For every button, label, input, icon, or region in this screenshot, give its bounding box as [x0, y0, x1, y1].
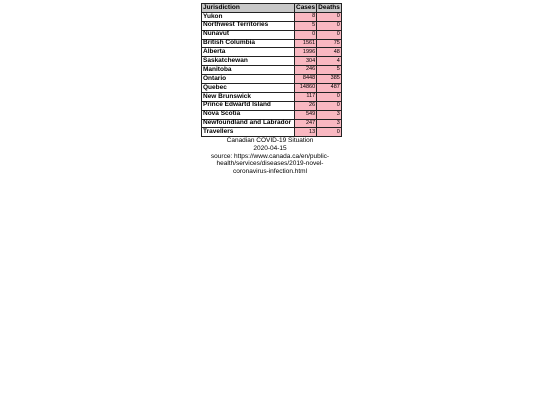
- cell-cases: 117: [295, 92, 317, 101]
- cell-jurisdiction: New Brunswick: [202, 92, 295, 101]
- cell-jurisdiction: Northwest Territories: [202, 21, 295, 30]
- cell-cases: 8448: [295, 75, 317, 84]
- cell-deaths: 0: [317, 21, 342, 30]
- covid-table-container: [201, 3, 342, 137]
- table-row: [202, 48, 342, 57]
- table-row: [202, 57, 342, 66]
- table-row: [202, 39, 342, 48]
- table-body: [202, 12, 342, 136]
- header-jurisdiction: Jurisdiction: [202, 4, 295, 13]
- table-row: [202, 21, 342, 30]
- caption-title: Canadian COVID-19 Situation: [226, 137, 314, 144]
- cell-cases: 1561: [295, 39, 317, 48]
- caption-source: source: https://www.canada.ca/en/public-health/services/diseases/2019-novel-coronavirus-infection.html: [210, 152, 330, 176]
- cell-deaths: 0: [317, 92, 342, 101]
- cell-cases: 304: [295, 57, 317, 66]
- cell-cases: 246: [295, 66, 317, 75]
- table-row: [202, 75, 342, 84]
- table-row: [202, 92, 342, 101]
- cell-deaths: 0: [317, 128, 342, 137]
- table-row: [202, 110, 342, 119]
- cell-cases: 8: [295, 12, 317, 21]
- cell-cases: 14860: [295, 84, 317, 93]
- table-row: [202, 12, 342, 21]
- cell-jurisdiction: Prince Edwartd Island: [202, 101, 295, 110]
- cell-deaths: 385: [317, 75, 342, 84]
- table-caption: [201, 137, 339, 176]
- cell-deaths: 75: [317, 39, 342, 48]
- cell-jurisdiction: Travellers: [202, 128, 295, 137]
- cell-deaths: 48: [317, 48, 342, 57]
- cell-cases: 26: [295, 101, 317, 110]
- table-row: [202, 128, 342, 137]
- cell-deaths: 0: [317, 12, 342, 21]
- table-row: [202, 119, 342, 128]
- cell-deaths: 3: [317, 110, 342, 119]
- cell-jurisdiction: Saskatchewan: [202, 57, 295, 66]
- cell-cases: 247: [295, 119, 317, 128]
- table-header-row: [202, 4, 342, 13]
- cell-deaths: 0: [317, 101, 342, 110]
- cell-cases: 5: [295, 21, 317, 30]
- cell-cases: 549: [295, 110, 317, 119]
- cell-jurisdiction: Nunavut: [202, 30, 295, 39]
- cell-jurisdiction: Quebec: [202, 84, 295, 93]
- cell-cases: 1996: [295, 48, 317, 57]
- table-row: [202, 30, 342, 39]
- cell-jurisdiction: Newfoundland and Labrador: [202, 119, 295, 128]
- cell-jurisdiction: Manitoba: [202, 66, 295, 75]
- header-deaths: Deaths: [318, 3, 340, 11]
- cell-jurisdiction: British Columbia: [202, 39, 295, 48]
- cell-deaths: 4: [317, 57, 342, 66]
- cell-jurisdiction: Yukon: [202, 12, 295, 21]
- cell-jurisdiction: Alberta: [202, 48, 295, 57]
- cell-cases: 0: [295, 30, 317, 39]
- table-row: [202, 101, 342, 110]
- cell-deaths: 5: [317, 66, 342, 75]
- cell-deaths: 3: [317, 119, 342, 128]
- cell-jurisdiction: Nova Scotia: [202, 110, 295, 119]
- cell-jurisdiction: Ontario: [202, 75, 295, 84]
- cell-cases: 13: [295, 128, 317, 137]
- table-row: [202, 84, 342, 93]
- cell-deaths: 487: [317, 84, 342, 93]
- caption-date: 2020-04-15: [253, 144, 287, 152]
- header-cases: Cases: [296, 3, 316, 11]
- table-row: [202, 66, 342, 75]
- covid-table: [201, 3, 342, 137]
- cell-deaths: 0: [317, 30, 342, 39]
